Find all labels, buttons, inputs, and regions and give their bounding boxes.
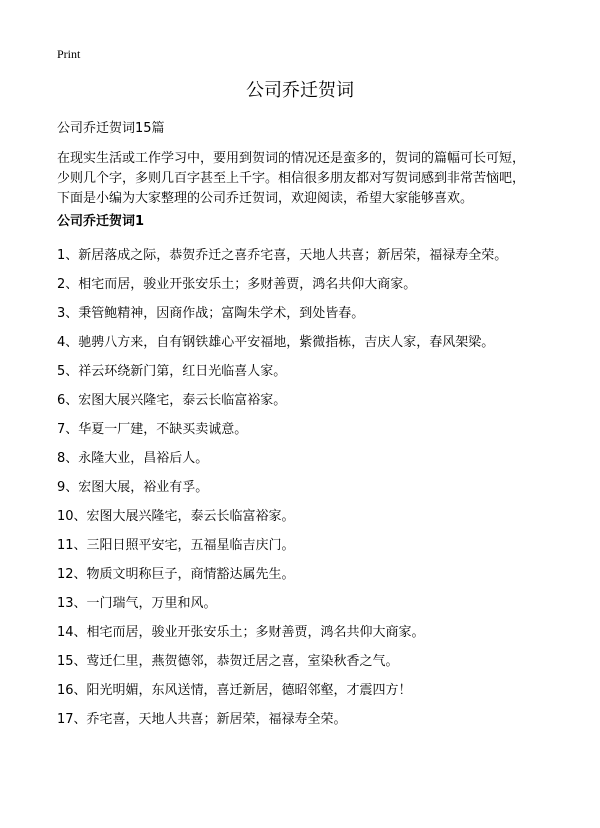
list-item: 11、三阳日照平安宅，五福星临吉庆门。: [57, 538, 295, 553]
list-item: 1、新居落成之际，恭贺乔迁之喜乔宅喜，天地人共喜；新居荣，福禄寿全荣。: [57, 248, 508, 263]
page-title: 公司乔迁贺词: [246, 80, 354, 101]
intro-line: 下面是小编为大家整理的公司乔迁贺词，欢迎阅读，希望大家能够喜欢。: [57, 191, 474, 206]
intro-paragraph: [57, 149, 557, 209]
subtitle: 公司乔迁贺词15篇: [57, 121, 165, 136]
list-item: 17、乔宅喜，天地人共喜；新居荣，福禄寿全荣。: [57, 712, 347, 727]
intro-line: 在现实生活或工作学习中，要用到贺词的情况还是蛮多的，贺词的篇幅可长可短，: [57, 151, 526, 166]
list-item: 3、秉管鲍精神，因商作战；富陶朱学术，到处皆春。: [57, 306, 365, 321]
list-item: 7、华夏一厂建，不缺买卖诚意。: [57, 422, 248, 437]
list-item: 13、一门瑞气，万里和风。: [57, 596, 217, 611]
list-item: 5、祥云环绕新门第，红日光临喜人家。: [57, 364, 287, 379]
list-item: 16、阳光明媚，东风送情，喜迁新居，德昭邻壑，才震四方！: [57, 683, 412, 698]
print-link[interactable]: Print: [57, 47, 81, 61]
intro-line: 少则几个字，多则几百字甚至上千字。相信很多朋友都对写贺词感到非常苦恼吧，: [57, 171, 526, 186]
list-item: 4、驰骋八方来，自有钢铁雄心平安福地，紫微指栋，吉庆人家，春风架梁。: [57, 335, 495, 350]
list-item: 8、永隆大业，昌裕后人。: [57, 451, 209, 466]
list-item: 6、宏图大展兴隆宅，泰云长临富裕家。: [57, 393, 287, 408]
list-item: 10、宏图大展兴隆宅，泰云长临富裕家。: [57, 509, 295, 524]
list-item: 9、宏图大展，裕业有孚。: [57, 480, 209, 495]
list-item: 12、物质文明称巨子，商情豁达属先生。: [57, 567, 295, 582]
list-item: 15、莺迁仁里，燕贺德邻，恭贺迁居之喜，室染秋香之气。: [57, 654, 399, 669]
list-item: 2、相宅而居，骏业开张安乐土；多财善贾，鸿名共仰大商家。: [57, 277, 417, 292]
list-item: 14、相宅而居，骏业开张安乐土；多财善贾，鸿名共仰大商家。: [57, 625, 425, 640]
section-heading: 公司乔迁贺词1: [57, 214, 145, 229]
greeting-list: [57, 248, 507, 741]
